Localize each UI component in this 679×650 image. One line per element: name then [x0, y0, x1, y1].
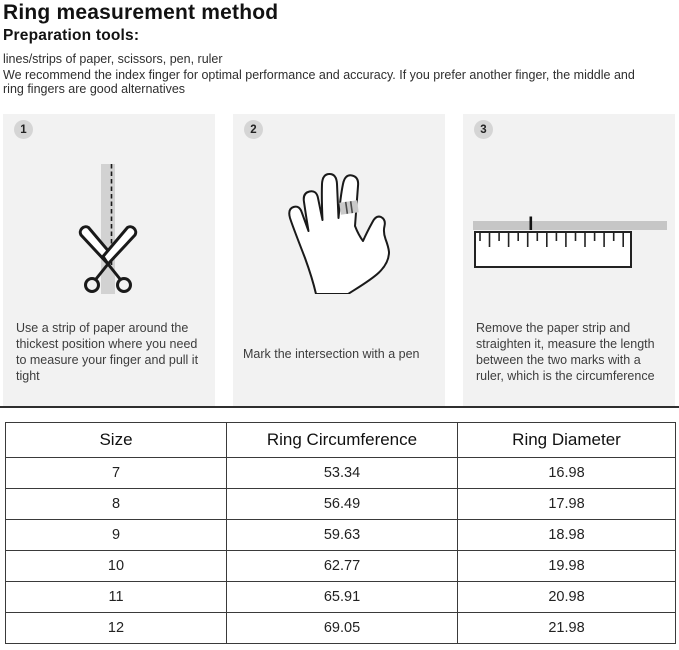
step-3-number-badge: [474, 120, 493, 139]
diameter-cell: 18.98: [458, 520, 676, 551]
step-2-number: 2: [250, 123, 257, 136]
circumference-cell: 56.49: [227, 489, 458, 520]
size-cell: 9: [6, 520, 227, 551]
circumference-cell: 65.91: [227, 582, 458, 613]
circumference-cell: 59.63: [227, 520, 458, 551]
size-cell: 8: [6, 489, 227, 520]
table-row: [6, 489, 676, 520]
step-3-caption: Remove the paper strip and straighten it, measure the length between the two marks with a ruler, which is the circumference: [476, 321, 655, 383]
preparation-tools-heading: Preparation tools:: [3, 27, 140, 44]
step-1-number-badge: [14, 120, 33, 139]
diameter-cell: 19.98: [458, 551, 676, 582]
diameter-cell: 16.98: [458, 458, 676, 489]
section-divider: [0, 406, 679, 408]
guide-header: [0, 0, 679, 96]
steps-row: [3, 114, 679, 406]
circumference-cell: 53.34: [227, 458, 458, 489]
size-cell: 11: [6, 582, 227, 613]
finger-recommendation: We recommend the index finger for optimal performance and accuracy. If you prefer another finger, the middle and ring fingers are good alternatives: [3, 68, 635, 96]
ring-size-table: [5, 422, 676, 644]
table-row: [6, 551, 676, 582]
table-row: [6, 458, 676, 489]
step-2-caption: Mark the intersection with a pen: [243, 347, 420, 361]
size-cell: 10: [6, 551, 227, 582]
step-3-panel: [463, 114, 675, 406]
circumference-cell: 69.05: [227, 613, 458, 644]
circumference-cell: 62.77: [227, 551, 458, 582]
circumference-column-header: Ring Circumference: [227, 423, 458, 458]
table-header-row: [6, 423, 676, 458]
step-2-panel: [233, 114, 445, 406]
table-row: [6, 613, 676, 644]
size-cell: 12: [6, 613, 227, 644]
ruler-paper-strip-icon: [467, 216, 671, 273]
step-3-number: 3: [480, 123, 487, 136]
table-row: [6, 520, 676, 551]
step-1-caption: Use a strip of paper around the thickest position where you need to measure your finger and pull it tight: [16, 321, 199, 383]
scissors-paper-strip-icon: [54, 164, 164, 301]
diameter-cell: 20.98: [458, 582, 676, 613]
size-column-header: Size: [6, 423, 227, 458]
hand-outline-icon: [286, 162, 392, 299]
diameter-column-header: Ring Diameter: [458, 423, 676, 458]
diameter-cell: 17.98: [458, 489, 676, 520]
page-title: Ring measurement method: [3, 1, 279, 24]
diameter-cell: 21.98: [458, 613, 676, 644]
size-cell: 7: [6, 458, 227, 489]
step-1-number: 1: [20, 123, 27, 136]
paper-band-on-finger: [339, 200, 358, 214]
tools-list: lines/strips of paper, scissors, pen, ruler: [3, 52, 223, 66]
step-1-panel: [3, 114, 215, 406]
table-row: [6, 582, 676, 613]
step-2-number-badge: [244, 120, 263, 139]
